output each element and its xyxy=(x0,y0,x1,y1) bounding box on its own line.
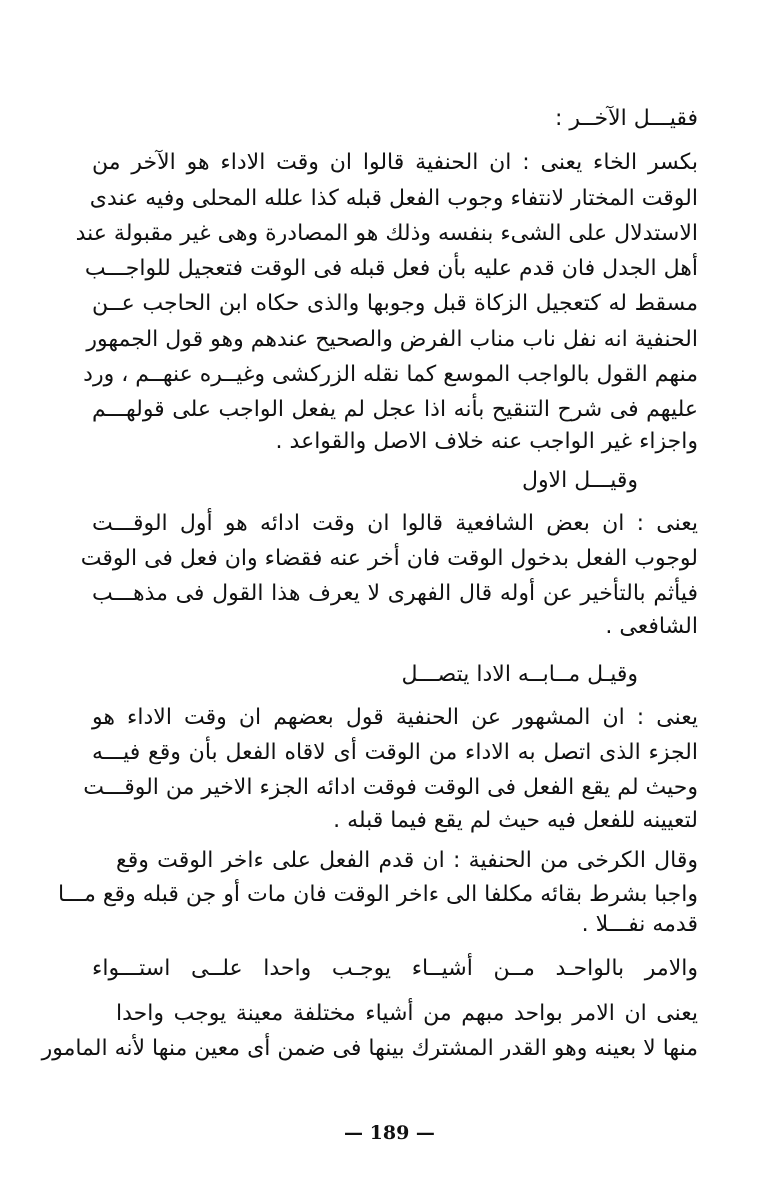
text-line: وحيث لم يقع الفعل فى الوقت فوقت ادائه الجزء الاخير من الوقـــت xyxy=(83,775,698,800)
text-line: الاستدلال على الشىء بنفسه وذلك هو المصادرة وهى غير مقبولة عند xyxy=(75,221,698,246)
text-line: بكسر الخاء يعنى : ان الحنفية قالوا ان وقت الاداء هو الآخر من xyxy=(92,150,698,175)
verse-heading: فقيـــل الآخــر : xyxy=(555,106,698,131)
text-line: واجبا بشرط بقائه مكلفا الى ءاخر الوقت فان مات أو جن قبله وقع مـــا xyxy=(58,882,698,907)
text-line: لتعيينه للفعل فيه حيث لم يقع فيما قبله . xyxy=(333,808,698,833)
text-line: الحنفية انه نفل ناب مناب الفرض والصحيح عندهم وهو قول الجمهور xyxy=(86,327,698,352)
text-line: قدمه نفـــلا . xyxy=(581,912,698,937)
text-line: يعنى ان الامر بواحد مبهم من أشياء مختلفة معينة يوجب واحدا xyxy=(116,1001,698,1026)
text-line: فيأثم بالتأخير عن أوله قال الفهرى لا يعرف هذا القول فى مذهـــب xyxy=(92,581,698,606)
text-line: وقال الكرخى من الحنفية : ان قدم الفعل على ءاخر الوقت وقع xyxy=(116,848,698,873)
text-line: عليهم فى شرح التنقيح بأنه اذا عجل لم يفعل الواجب على قولهـــم xyxy=(92,397,698,422)
page-number: — 189 — xyxy=(344,1122,435,1144)
text-line: منها لا بعينه وهو القدر المشترك بينها فى ضمن أى معين منها لأنه المامور xyxy=(41,1036,698,1061)
text-line: الشافعى . xyxy=(605,614,698,639)
text-line: يعنى : ان بعض الشافعية قالوا ان وقت ادائه هو أول الوقـــت xyxy=(92,511,698,536)
text-line: الجزء الذى اتصل به الاداء من الوقت أى لاقاه الفعل بأن وقع فيـــه xyxy=(92,740,698,765)
text-line: لوجوب الفعل بدخول الوقت فان أخر عنه فقضاء وان فعل فى الوقت xyxy=(80,546,698,571)
verse-line: والامر بالواحـد مــن أشيــاء يوجـب واحدا علــى استـــواء xyxy=(92,956,698,981)
text-line: مسقط له كتعجيل الزكاة قبل وجوبها والذى حكاه ابن الحاجب عــن xyxy=(92,291,698,316)
text-line: واجزاء غير الواجب عنه خلاف الاصل والقواعد . xyxy=(275,429,698,454)
text-line: الوقت المختار لانتفاء وجوب الفعل قبله كذا علله المحلى وفيه عندى xyxy=(89,186,698,211)
text-line: أهل الجدل فان قدم عليه بأن فعل قبله فى الوقت فتعجيل للواجـــب xyxy=(84,256,698,281)
text-line: يعنى : ان المشهور عن الحنفية قول بعضهم ان وقت الاداء هو xyxy=(92,705,698,730)
verse-heading: وقيـــل الاول xyxy=(521,468,638,493)
verse-heading: وقيـل مــابــه الادا يتصـــل xyxy=(401,662,638,687)
text-line: منهم القول بالواجب الموسع كما نقله الزركشى وغيــره عنهــم ، ورد xyxy=(83,362,698,387)
